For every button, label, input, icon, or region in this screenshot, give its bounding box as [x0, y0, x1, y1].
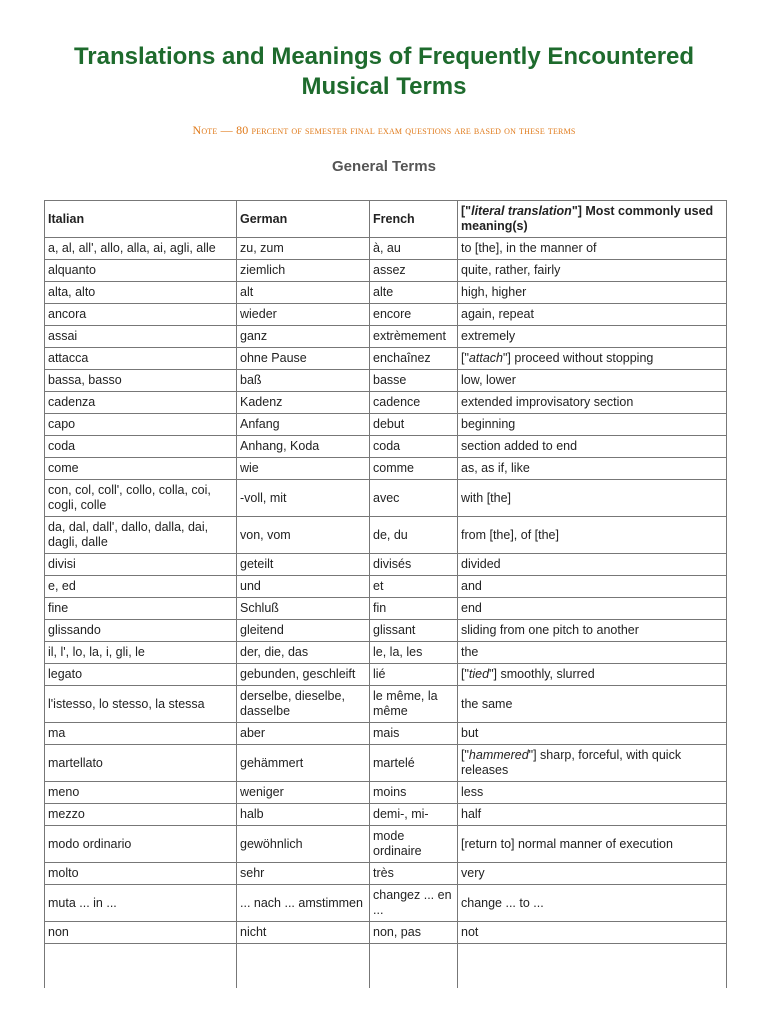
cell-german: wieder — [237, 304, 370, 326]
cell-german: nicht — [237, 922, 370, 944]
header-meaning-prefix: [" — [461, 204, 472, 218]
cell-meaning: section added to end — [458, 436, 727, 458]
cell-meaning: as, as if, like — [458, 458, 727, 480]
cell-italian: non — [45, 922, 237, 944]
cell-meaning: the — [458, 642, 727, 664]
header-meaning — [458, 201, 727, 238]
table-row — [45, 664, 727, 686]
table-row — [45, 392, 727, 414]
cell-italian: fine — [45, 598, 237, 620]
cell-french: basse — [370, 370, 458, 392]
table-row — [45, 414, 727, 436]
cell-german: sehr — [237, 863, 370, 885]
cell-italian: cadenza — [45, 392, 237, 414]
cell-german: ... nach ... amstimmen — [237, 885, 370, 922]
cell-meaning: low, lower — [458, 370, 727, 392]
cell-meaning: extended improvisatory section — [458, 392, 727, 414]
cell-german: geteilt — [237, 554, 370, 576]
cell-french: de, du — [370, 517, 458, 554]
cell-french: mais — [370, 723, 458, 745]
cell-meaning: again, repeat — [458, 304, 727, 326]
section-title: General Terms — [332, 158, 436, 175]
cell-meaning: from [the], of [the] — [458, 517, 727, 554]
cell-meaning: not — [458, 922, 727, 944]
cell-german: zu, zum — [237, 238, 370, 260]
cell-french: alte — [370, 282, 458, 304]
cell-italian: ancora — [45, 304, 237, 326]
cell-french: lié — [370, 664, 458, 686]
cell-italian: modo ordinario — [45, 826, 237, 863]
cell-french: comme — [370, 458, 458, 480]
cell-italian: muta ... in ... — [45, 885, 237, 922]
cell-italian: ma — [45, 723, 237, 745]
cell-italian: capo — [45, 414, 237, 436]
cell-german: Kadenz — [237, 392, 370, 414]
cell-german: Anhang, Koda — [237, 436, 370, 458]
cell-french: demi-, mi- — [370, 804, 458, 826]
cell-italian: da, dal, dall', dallo, dalla, dai, dagli, dalle — [45, 517, 237, 554]
cell-french: avec — [370, 480, 458, 517]
cell-italian: martellato — [45, 745, 237, 782]
cell-french: enchaînez — [370, 348, 458, 370]
cell-italian: l'istesso, lo stesso, la stessa — [45, 686, 237, 723]
table-row — [45, 436, 727, 458]
cell-italian: mezzo — [45, 804, 237, 826]
cell-meaning: to [the], in the manner of — [458, 238, 727, 260]
table-row — [45, 686, 727, 723]
cell-french: extrèmement — [370, 326, 458, 348]
cell-french: moins — [370, 782, 458, 804]
cell-meaning — [458, 745, 727, 782]
page-title: Translations and Meanings of Frequently Encountered Musical Terms — [73, 43, 695, 100]
cell-german: von, vom — [237, 517, 370, 554]
cell-meaning: extremely — [458, 326, 727, 348]
cell-french: encore — [370, 304, 458, 326]
cell-italian: divisi — [45, 554, 237, 576]
cell-meaning — [458, 348, 727, 370]
note-lead: Note — 80 — [192, 123, 249, 137]
cell-italian: bassa, basso — [45, 370, 237, 392]
cell-french: martelé — [370, 745, 458, 782]
table-row — [45, 480, 727, 517]
terms-table — [44, 200, 727, 988]
cell-empty — [458, 944, 727, 989]
header-italian: Italian — [45, 201, 237, 238]
table-row — [45, 620, 727, 642]
cell-italian: come — [45, 458, 237, 480]
cell-italian: assai — [45, 326, 237, 348]
cell-meaning: with [the] — [458, 480, 727, 517]
meaning-prefix: [" — [461, 748, 469, 762]
note-text: percent of semester final exam questions are based on these terms — [251, 125, 576, 137]
literal-translation: tied — [468, 667, 490, 681]
cell-french: glissant — [370, 620, 458, 642]
cell-meaning — [458, 664, 727, 686]
cell-italian: legato — [45, 664, 237, 686]
cell-french: coda — [370, 436, 458, 458]
cell-french: assez — [370, 260, 458, 282]
literal-translation: hammered — [468, 748, 529, 762]
table-row — [45, 804, 727, 826]
table-row — [45, 826, 727, 863]
exam-note — [40, 123, 728, 138]
cell-german: alt — [237, 282, 370, 304]
cell-german: gewöhnlich — [237, 826, 370, 863]
header-french: French — [370, 201, 458, 238]
table-row — [45, 885, 727, 922]
cell-italian: attacca — [45, 348, 237, 370]
cell-french: mode ordinaire — [370, 826, 458, 863]
cell-italian: il, l', lo, la, i, gli, le — [45, 642, 237, 664]
header-meaning-italic: literal translation — [471, 204, 572, 218]
table-row — [45, 576, 727, 598]
cell-meaning: the same — [458, 686, 727, 723]
table-row — [45, 922, 727, 944]
cell-german: -voll, mit — [237, 480, 370, 517]
cell-italian: alquanto — [45, 260, 237, 282]
table-row — [45, 458, 727, 480]
cell-french: non, pas — [370, 922, 458, 944]
cell-meaning: half — [458, 804, 727, 826]
cell-meaning: change ... to ... — [458, 885, 727, 922]
cell-italian: con, col, coll', collo, colla, coi, cogli, colle — [45, 480, 237, 517]
table-header-row — [45, 201, 727, 238]
cell-meaning: high, higher — [458, 282, 727, 304]
cell-meaning: end — [458, 598, 727, 620]
cell-german: halb — [237, 804, 370, 826]
cell-french: et — [370, 576, 458, 598]
cell-german: ziemlich — [237, 260, 370, 282]
cell-german: gehämmert — [237, 745, 370, 782]
cell-meaning: divided — [458, 554, 727, 576]
table-row — [45, 642, 727, 664]
cell-italian: alta, alto — [45, 282, 237, 304]
cell-german: derselbe, dieselbe, dasselbe — [237, 686, 370, 723]
cell-german: baß — [237, 370, 370, 392]
table-row — [45, 554, 727, 576]
cell-meaning: less — [458, 782, 727, 804]
cell-french: le, la, les — [370, 642, 458, 664]
table-row — [45, 517, 727, 554]
cell-german: ohne Pause — [237, 348, 370, 370]
cell-german: der, die, das — [237, 642, 370, 664]
meaning-prefix: [" — [461, 667, 469, 681]
cell-empty — [237, 944, 370, 989]
cell-italian: coda — [45, 436, 237, 458]
table-row — [45, 304, 727, 326]
cell-german: aber — [237, 723, 370, 745]
cell-italian: a, al, all', allo, alla, ai, agli, alle — [45, 238, 237, 260]
cell-italian: meno — [45, 782, 237, 804]
cell-french: divisés — [370, 554, 458, 576]
header-german: German — [237, 201, 370, 238]
meaning-text: "] smoothly, slurred — [489, 667, 595, 681]
cell-meaning: beginning — [458, 414, 727, 436]
cell-meaning: very — [458, 863, 727, 885]
table-row — [45, 598, 727, 620]
cell-italian: glissando — [45, 620, 237, 642]
cell-german: und — [237, 576, 370, 598]
table-row — [45, 745, 727, 782]
literal-translation: attach — [468, 351, 503, 365]
cell-empty — [370, 944, 458, 989]
cell-french: cadence — [370, 392, 458, 414]
meaning-text: "] proceed without stopping — [502, 351, 654, 365]
table-row — [45, 238, 727, 260]
cell-meaning: and — [458, 576, 727, 598]
table-row — [45, 260, 727, 282]
cell-italian: molto — [45, 863, 237, 885]
table-row — [45, 348, 727, 370]
cell-french: fin — [370, 598, 458, 620]
cell-french: très — [370, 863, 458, 885]
cell-german: weniger — [237, 782, 370, 804]
table-row-partial — [45, 944, 727, 989]
cell-german: Anfang — [237, 414, 370, 436]
cell-italian: e, ed — [45, 576, 237, 598]
table-row — [45, 863, 727, 885]
table-row — [45, 370, 727, 392]
meaning-prefix: [" — [461, 351, 469, 365]
header-meaning-suffix: "] Most commonly used meaning(s) — [461, 204, 714, 233]
cell-german: gleitend — [237, 620, 370, 642]
cell-meaning: but — [458, 723, 727, 745]
cell-german: gebunden, geschleift — [237, 664, 370, 686]
table-row — [45, 723, 727, 745]
table-row — [45, 782, 727, 804]
table-row — [45, 282, 727, 304]
cell-german: Schluß — [237, 598, 370, 620]
cell-french: le même, la même — [370, 686, 458, 723]
cell-german: ganz — [237, 326, 370, 348]
cell-meaning: quite, rather, fairly — [458, 260, 727, 282]
cell-french: debut — [370, 414, 458, 436]
table-row — [45, 326, 727, 348]
cell-french: à, au — [370, 238, 458, 260]
cell-empty — [45, 944, 237, 989]
cell-german: wie — [237, 458, 370, 480]
cell-meaning: [return to] normal manner of execution — [458, 826, 727, 863]
cell-french: changez ... en ... — [370, 885, 458, 922]
meaning-text: "] sharp, forceful, with quick releases — [461, 748, 682, 777]
cell-meaning: sliding from one pitch to another — [458, 620, 727, 642]
